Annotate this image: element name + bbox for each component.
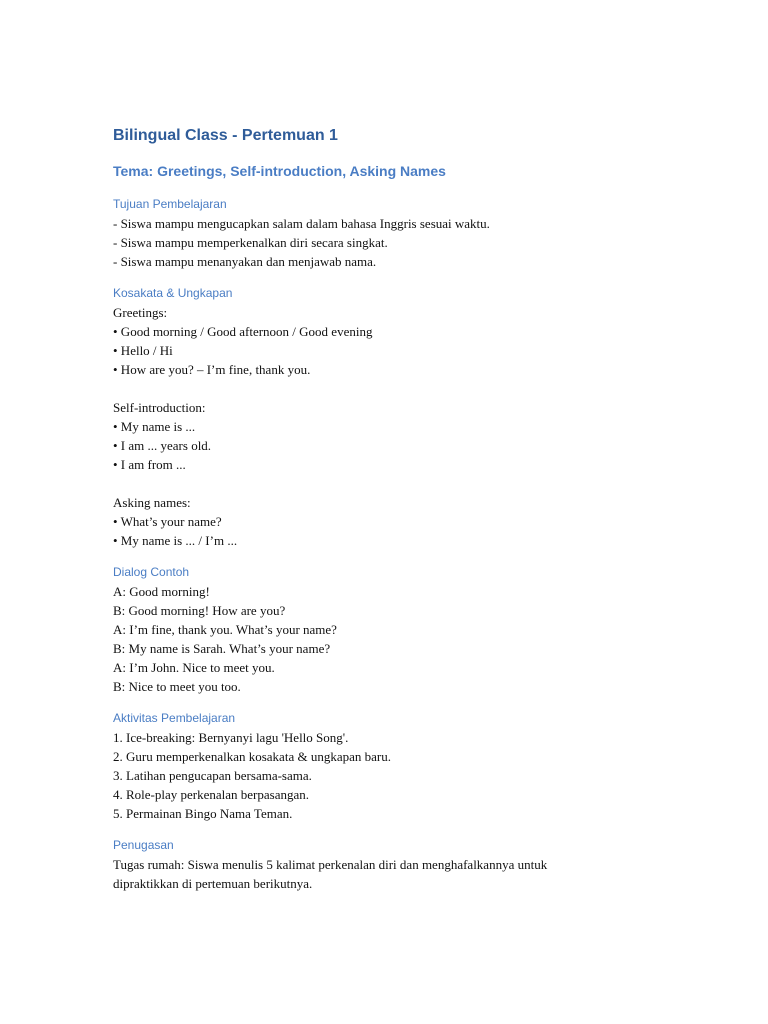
vocab-item: • What’s your name? [113, 514, 222, 529]
objective-line: - Siswa mampu menanyakan dan menjawab nama. [113, 254, 377, 269]
document-page [113, 124, 673, 893]
blank-line [113, 379, 673, 398]
objective-line: - Siswa mampu mengucapkan salam dalam bahasa Inggris sesuai waktu. [113, 216, 490, 231]
blank-line [113, 474, 673, 493]
section-aktivitas [113, 708, 673, 823]
section-penugasan [113, 835, 673, 893]
dialog-line: A: Good morning! [113, 584, 210, 599]
vocab-group-label: Asking names: [113, 495, 191, 510]
document-subtitle: Tema: Greetings, Self-introduction, Asking Names [113, 163, 446, 179]
vocab-item: • Good morning / Good afternoon / Good evening [113, 324, 373, 339]
assignment-line: dipraktikkan di pertemuan berikutnya. [113, 876, 313, 891]
vocab-item: • Hello / Hi [113, 343, 173, 358]
objective-line: - Siswa mampu memperkenalkan diri secara singkat. [113, 235, 388, 250]
activity-item: 4. Role-play perkenalan berpasangan. [113, 787, 310, 802]
dialog-line: B: Nice to meet you too. [113, 679, 241, 694]
section-heading-penugasan: Penugasan [113, 838, 174, 852]
activity-item: 3. Latihan pengucapan bersama-sama. [113, 768, 312, 783]
vocab-item: • I am from ... [113, 457, 186, 472]
document-title: Bilingual Class - Pertemuan 1 [113, 127, 338, 144]
activity-item: 1. Ice-breaking: Bernyanyi lagu 'Hello Song'. [113, 730, 349, 745]
section-dialog [113, 562, 673, 696]
section-heading-tujuan: Tujuan Pembelajaran [113, 197, 227, 211]
assignment-line: Tugas rumah: Siswa menulis 5 kalimat perkenalan diri dan menghafalkannya untuk [113, 857, 548, 872]
vocab-group-label: Greetings: [113, 305, 168, 320]
vocab-item: • How are you? – I’m fine, thank you. [113, 362, 311, 377]
vocab-item: • My name is ... / I’m ... [113, 533, 238, 548]
vocab-group-label: Self-introduction: [113, 400, 206, 415]
dialog-line: B: My name is Sarah. What’s your name? [113, 641, 331, 656]
dialog-line: B: Good morning! How are you? [113, 603, 286, 618]
dialog-line: A: I’m John. Nice to meet you. [113, 660, 275, 675]
activity-item: 2. Guru memperkenalkan kosakata & ungkapan baru. [113, 749, 391, 764]
vocab-item: • I am ... years old. [113, 438, 212, 453]
activity-item: 5. Permainan Bingo Nama Teman. [113, 806, 293, 821]
section-heading-aktivitas: Aktivitas Pembelajaran [113, 711, 236, 725]
dialog-line: A: I’m fine, thank you. What’s your name? [113, 622, 337, 637]
section-heading-kosakata: Kosakata & Ungkapan [113, 286, 233, 300]
section-kosakata [113, 283, 673, 550]
section-tujuan [113, 194, 673, 271]
vocab-item: • My name is ... [113, 419, 196, 434]
section-heading-dialog: Dialog Contoh [113, 565, 190, 579]
